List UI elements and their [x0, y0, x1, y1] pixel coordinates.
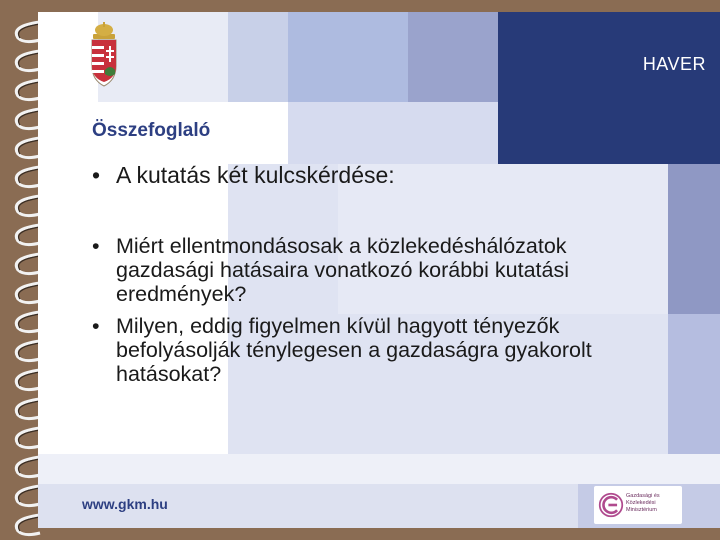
question-text: Milyen, eddig figyelmen kívül hagyott tényezők befolyásolják ténylegesen a gazdaságra gyakorolt hatásokat?: [116, 314, 592, 386]
ministry-logo: [594, 486, 682, 524]
slide: [38, 12, 720, 528]
ministry-name: Gazdasági és Közlekedési Minisztérium: [626, 493, 660, 513]
bg-band: [288, 102, 498, 164]
question-text: Miért ellentmondásosak a közlekedéshálózatok gazdasági hatásaira vonatkozó korábbi kutatási eredmények?: [116, 234, 569, 306]
list-item: [92, 234, 652, 306]
bullet-icon: •: [92, 162, 101, 188]
intro-text: A kutatás két kulcskérdése:: [116, 162, 395, 188]
ministry-emblem-icon: [598, 492, 624, 518]
slide-title: Összefoglaló: [92, 120, 211, 141]
footer-link[interactable]: www.gkm.hu: [82, 496, 168, 512]
header-block: [498, 12, 720, 164]
bg-band: [288, 12, 408, 102]
org-label: HAVER: [642, 54, 706, 74]
bg-band: [38, 454, 720, 484]
bg-band: [408, 12, 498, 102]
intro-bullet: [92, 162, 652, 189]
question-list: [92, 234, 652, 394]
bg-band: [668, 314, 720, 454]
coat-of-arms-icon: [84, 22, 124, 92]
bullet-icon: •: [92, 314, 100, 338]
bullet-icon: •: [92, 234, 100, 258]
list-item: [92, 314, 652, 386]
bg-band: [668, 164, 720, 314]
